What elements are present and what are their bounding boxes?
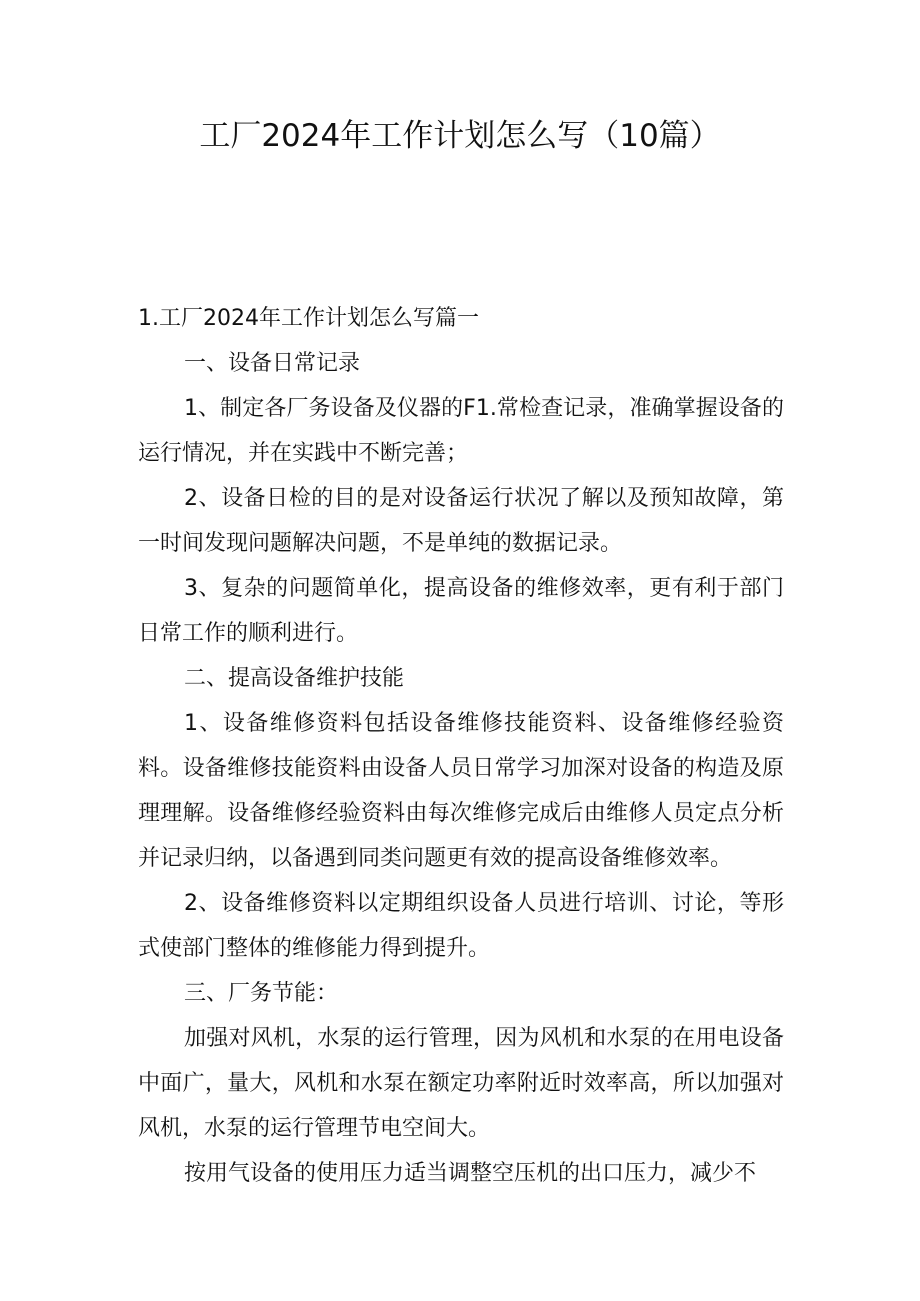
section-heading: 1.工厂2024年工作计划怎么写篇一 xyxy=(138,306,479,331)
paragraph: 3、复杂的问题简单化，提高设备的维修效率，更有利于部门日常工作的顺利进行。 xyxy=(138,576,784,646)
paragraph: 1、制定各厂务设备及仪器的F1.常检查记录，准确掌握设备的运行情况，并在实践中不断完善； xyxy=(138,396,784,466)
document-body xyxy=(138,296,784,1196)
subsection-heading: 三、厂务节能： xyxy=(184,981,339,1006)
paragraph: 按用气设备的使用压力适当调整空压机的出口压力，减少不 xyxy=(184,1161,757,1186)
document-title: 工厂2024年工作计划怎么写（10篇） xyxy=(199,118,721,154)
subsection-heading: 一、设备日常记录 xyxy=(184,351,361,376)
paragraph: 2、设备日检的目的是对设备运行状况了解以及预知故障，第一时间发现问题解决问题，不是单纯的数据记录。 xyxy=(138,486,784,556)
paragraph: 加强对风机，水泵的运行管理，因为风机和水泵的在用电设备中面广，量大，风机和水泵在额定功率附近时效率高，所以加强对风机，水泵的运行管理节电空间大。 xyxy=(138,1026,784,1141)
subsection-heading: 二、提高设备维护技能 xyxy=(184,666,405,691)
paragraph: 1、设备维修资料包括设备维修技能资料、设备维修经验资料。设备维修技能资料由设备人员日常学习加深对设备的构造及原理理解。设备维修经验资料由每次维修完成后由维修人员定点分析并记录归纳，以备遇到同类问题更有效的提高设备维修效率。 xyxy=(138,711,784,871)
paragraph: 2、设备维修资料以定期组织设备人员进行培训、讨论，等形式使部门整体的维修能力得到提升。 xyxy=(138,891,784,961)
